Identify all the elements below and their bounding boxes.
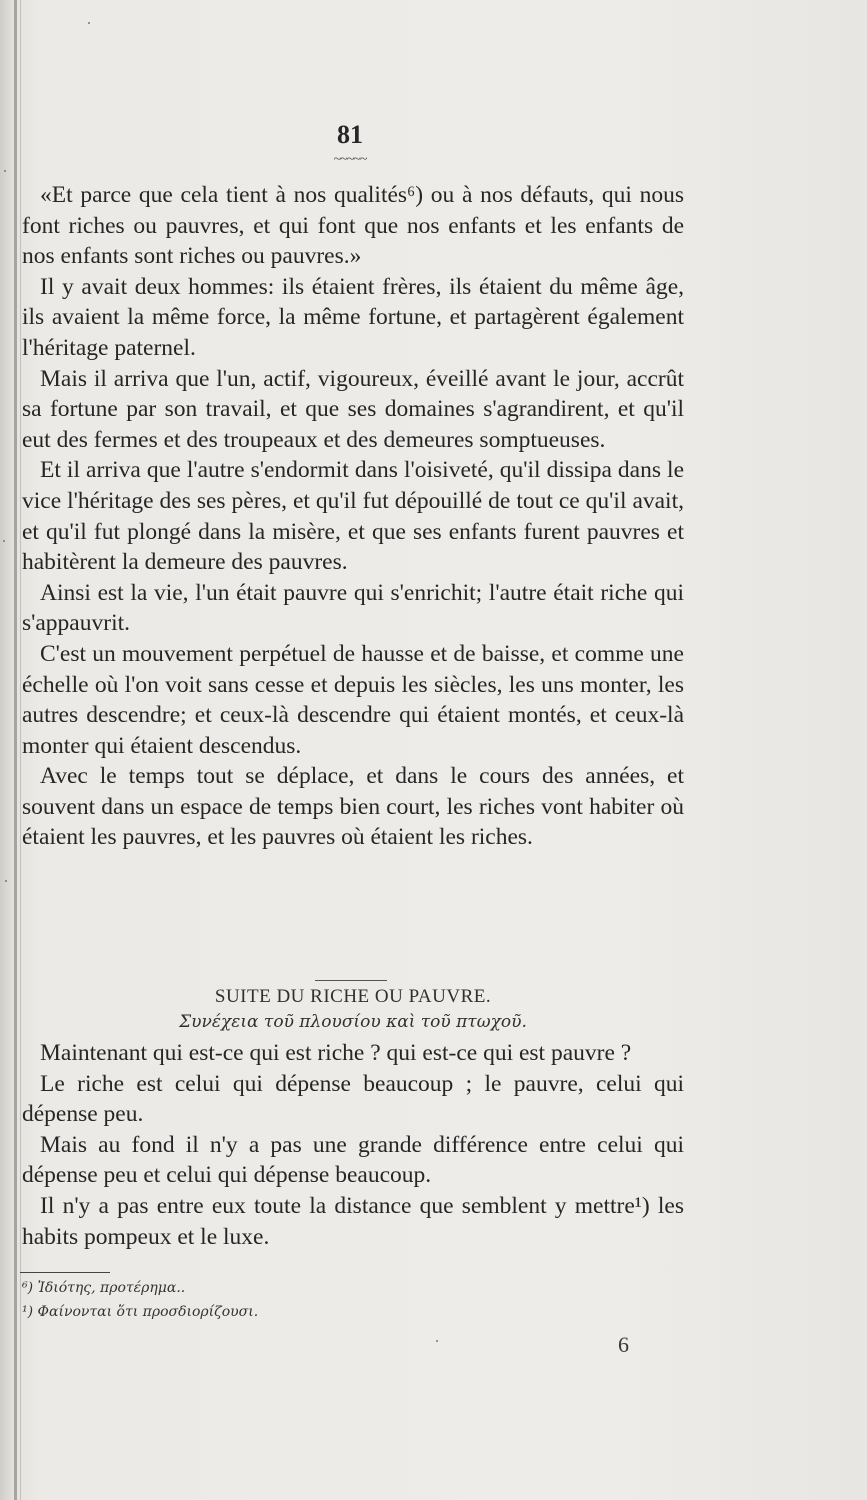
main-text-top [22,180,684,853]
footnote: ⁶) Ἰδιότης, προτέρημα.. [22,1280,186,1296]
paragraph: Il y avait deux hommes: ils étaient frères, ils étaient du même âge, ils avaient la même force, la même fortune, et partagèrent également l'héritage paternel. [22,273,684,361]
section-greek-title: Συνέχεια τοῦ πλουσίου καὶ τοῦ πτωχοῦ. [179,1012,527,1032]
footnote-divider [20,1272,110,1273]
paragraph: Ainsi est la vie, l'un était pauvre qui s'enrichit; l'autre était riche qui s'appauvrit. [22,579,684,637]
section-divider [315,980,387,981]
paper-speck [436,1340,438,1342]
paragraph: «Et parce que cela tient à nos qualités⁶) ou à nos défauts, qui nous font riches ou pauvres, et qui font que nos enfants et les enfants de nos enfants sont riches ou pauvres.» [22,182,684,270]
page-number: 81 [337,120,363,149]
paper-speck [3,540,5,542]
footnotes [22,1276,682,1324]
section-title: SUITE DU RICHE OU PAUVRE. [214,986,492,1007]
page-number-ornament: ~~~~~ [333,152,367,167]
paper-speck [4,170,6,172]
paragraph: Avec le temps tout se déplace, et dans le cours des années, et souvent dans un espace de temps bien court, les riches vont habiter où étaient les pauvres, et les pauvres où étaient les riches. [22,763,684,851]
footnote: ¹) Φαίνονται ὅτι προσδιορίζουσι. [22,1304,259,1320]
signature-mark: 6 [618,1332,629,1357]
paragraph: Et il arriva que l'autre s'endormit dans l'oisiveté, qu'il dissipa dans le vice l'héritage des ses pères, et qu'il fut dépouillé de tout ce qu'il avait, et qu'il fut plongé dans la misère, et que ses enfants furent pauvres et habitèrent la demeure des pauvres. [22,457,684,576]
paragraph: Il n'y a pas entre eux toute la distance que semblent y mettre¹) les habits pompeux et le luxe. [22,1192,684,1250]
paragraph: Le riche est celui qui dépense beaucoup ; le pauvre, celui qui dépense peu. [22,1070,684,1128]
paper-speck [88,22,90,24]
paragraph: Mais il arriva que l'un, actif, vigoureux, éveillé avant le jour, accrût sa fortune par son travail, et que ses domaines s'agrandirent, et qu'il eut des fermes et des troupeaux et des demeures somptueuses. [22,365,684,453]
main-text-bottom [22,1038,684,1252]
paper-speck [5,880,7,882]
paragraph: Mais au fond il n'y a pas une grande différence entre celui qui dépense peu et celui qui dépense beaucoup. [22,1131,684,1189]
binding-gutter-edge [20,0,21,1500]
binding-gutter [14,0,17,1500]
paragraph: C'est un mouvement perpétuel de hausse et de baisse, et comme une échelle où l'on voit sans cesse et depuis les siècles, les uns monter, les autres descendre; et ceux-là descendre qui étaient montés, et ceux-là monter qui étaient descendus. [22,640,684,759]
paragraph: Maintenant qui est-ce qui est riche ? qui est-ce qui est pauvre ? [40,1040,632,1066]
